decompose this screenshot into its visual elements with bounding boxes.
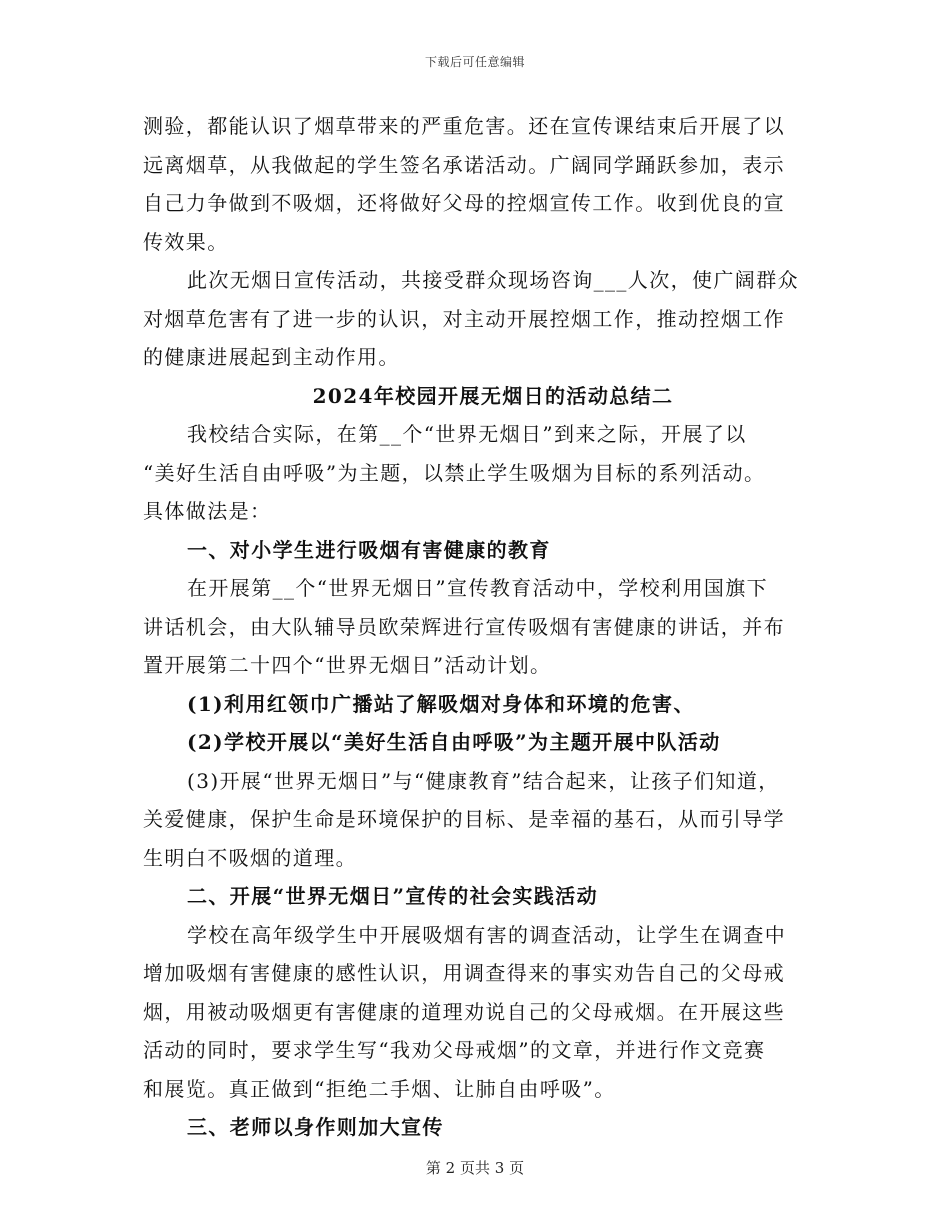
- body-text-line: 对烟草危害有了进一步的认识，对主动开展控烟工作，推动控烟工作: [143, 306, 785, 331]
- body-text-line: 我校结合实际，在第__个“世界无烟日”到来之际，开展了以: [187, 422, 747, 446]
- page-header: 下载后可任意编辑: [424, 55, 525, 69]
- document-body: [143, 107, 823, 1147]
- section-title: 2024年校园开展无烟日的活动总结二: [312, 383, 674, 408]
- body-text-line: 此次无烟日宣传活动，共接受群众现场咨询___人次，使广阔群众: [187, 268, 799, 292]
- body-text-line: 测验，都能认识了烟草带来的严重危害。还在宣传课结束后开展了以: [143, 114, 785, 138]
- list-item: (1)利用红领巾广播站了解吸烟对身体和环境的危害、: [187, 691, 695, 716]
- subheading: 三、老师以身作则加大宣传: [187, 1115, 444, 1139]
- body-text-line: 和展览。真正做到“拒绝二手烟、让肺自由呼吸”。: [143, 1076, 616, 1101]
- body-text-line: 传效果。: [143, 229, 229, 254]
- body-text-line: 活动的同时，要求学生写“我劝父母戒烟”的文章，并进行作文竞赛: [143, 1038, 766, 1062]
- body-text-line: 学校在高年级学生中开展吸烟有害的调查活动，让学生在调查中: [187, 922, 787, 947]
- body-text-line: 的健康进展起到主动作用。: [143, 345, 400, 369]
- body-text-line: 远离烟草，从我做起的学生签名承诺活动。广阔同学踊跃参加，表示: [143, 152, 785, 177]
- body-text-line: 在开展第__个“世界无烟日”宣传教育活动中，学校利用国旗下: [187, 576, 769, 600]
- body-text-line: 讲话机会，由大队辅导员欧荣辉进行宣传吸烟有害健康的讲话，并布: [143, 614, 785, 639]
- body-text-line: 具体做法是：: [143, 499, 272, 523]
- body-text-line: 增加吸烟有害健康的感性认识，用调查得来的事实劝告自己的父母戒: [143, 961, 785, 985]
- body-text-line: 关爱健康，保护生命是环境保护的目标、是幸福的基石，从而引导学: [143, 807, 785, 831]
- page-footer: 第 2 页共 3 页: [425, 1159, 525, 1177]
- body-text-line: “美好生活自由呼吸”为主题，以禁止学生吸烟为目标的系列活动。: [143, 460, 766, 485]
- body-text-line: 置开展第二十四个“世界无烟日”活动计划。: [143, 653, 552, 677]
- body-text-line: (3)开展“世界无烟日”与“健康教育”结合起来，让孩子们知道，: [187, 768, 780, 793]
- body-text-line: 自己力争做到不吸烟，还将做好父母的控烟宣传工作。收到优良的宣: [143, 191, 785, 215]
- subheading: 二、开展“世界无烟日”宣传的社会实践活动: [187, 884, 599, 908]
- body-text-line: 烟，用被动吸烟更有害健康的道理劝说自己的父母戒烟。在开展这些: [143, 999, 785, 1024]
- list-item: (2)学校开展以“美好生活自由呼吸”为主题开展中队活动: [187, 730, 721, 754]
- subheading: 一、对小学生进行吸烟有害健康的教育: [187, 537, 551, 562]
- body-text-line: 生明白不吸烟的道理。: [143, 845, 357, 870]
